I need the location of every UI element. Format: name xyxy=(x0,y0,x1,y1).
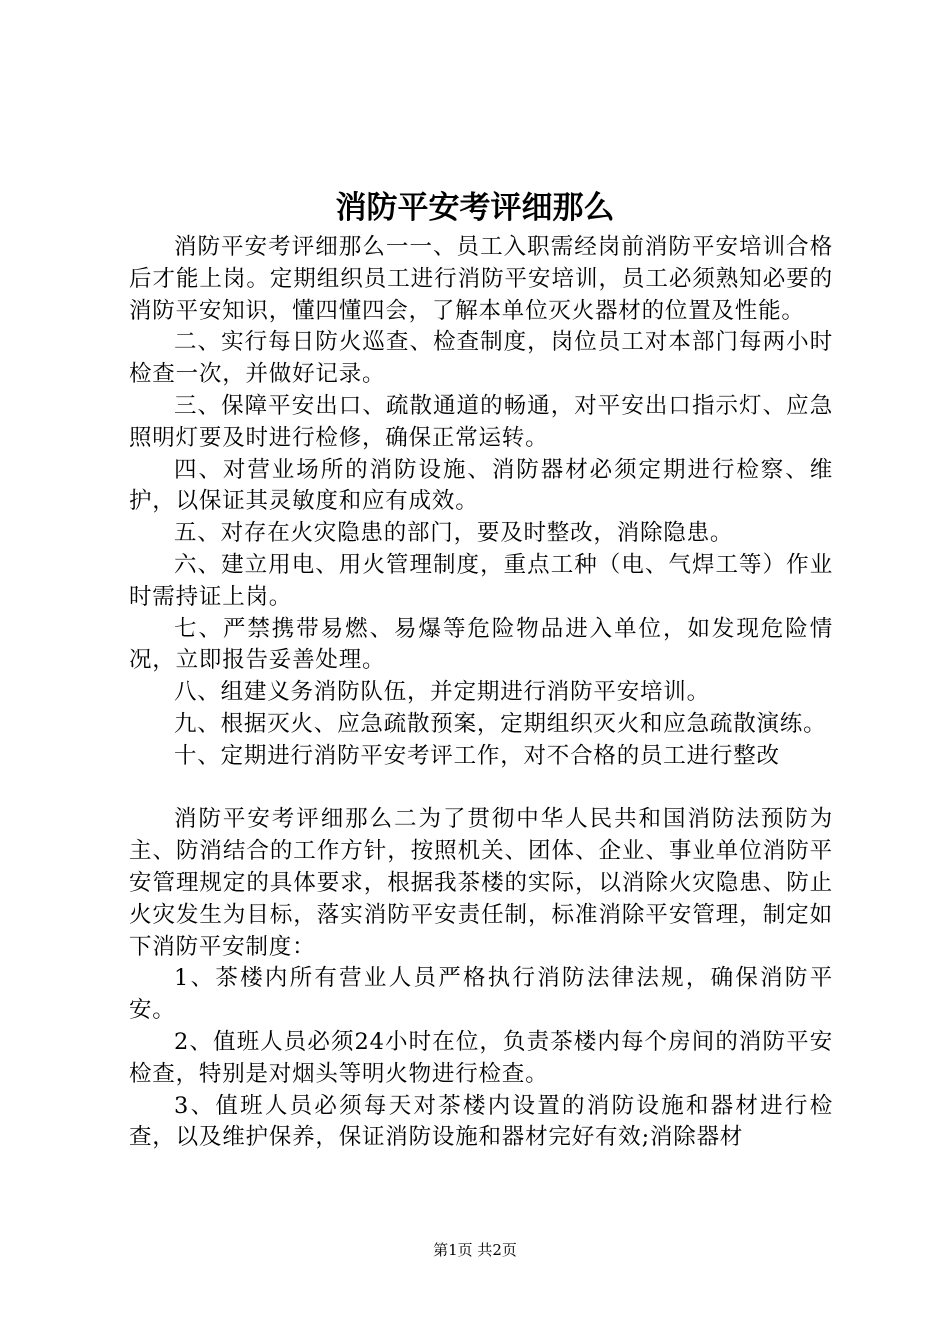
section1-paragraph-4: 四、对营业场所的消防设施、消防器材必须定期进行检察、维护，以保证其灵敏度和应有成效。 xyxy=(129,456,833,515)
section1-paragraph-7: 七、严禁携带易燃、易爆等危险物品进入单位，如发现危险情况，立即报告妥善处理。 xyxy=(129,615,833,674)
section1-paragraph-6: 六、建立用电、用火管理制度，重点工种（电、气焊工等）作业时需持证上岗。 xyxy=(129,551,833,610)
section-gap xyxy=(129,773,833,805)
section1-paragraph-10: 十、定期进行消防平安考评工作，对不合格的员工进行整改 xyxy=(174,742,780,769)
document-body xyxy=(129,232,833,1154)
section1-paragraph-3: 三、保障平安出口、疏散通道的畅通，对平安出口指示灯、应急照明灯要及时进行检修，确保正常运转。 xyxy=(129,392,833,451)
page-footer: 第1页 共2页 xyxy=(433,1241,517,1259)
section2-paragraph-3: 2、值班人员必须24小时在位，负责茶楼内每个房间的消防平安检查，特别是对烟头等明火物进行检查。 xyxy=(129,1028,833,1087)
section1-paragraph-1: 消防平安考评细那么一一、员工入职需经岗前消防平安培训合格后才能上岗。定期组织员工进行消防平安培训，员工必须熟知必要的消防平安知识，懂四懂四会，了解本单位灭火器材的位置及性能。 xyxy=(129,234,833,324)
section2-paragraph-1: 消防平安考评细那么二为了贯彻中华人民共和国消防法预防为主、防消结合的工作方针，按照机关、团体、企业、事业单位消防平安管理规定的具体要求，根据我茶楼的实际，以消除火灾隐患、防止火灾发生为目标，落实消防平安责任制，标准消除平安管理，制定如下消防平安制度： xyxy=(129,806,833,960)
section1-paragraph-9: 九、根据灭火、应急疏散预案，定期组织灭火和应急疏散演练。 xyxy=(174,710,827,737)
document-title: 消防平安考评细那么 xyxy=(335,190,615,226)
section1-paragraph-2: 二、实行每日防火巡查、检查制度，岗位员工对本部门每两小时检查一次，并做好记录。 xyxy=(129,329,833,388)
section1-paragraph-5: 五、对存在火灾隐患的部门，要及时整改，消除隐患。 xyxy=(174,520,734,547)
section2-paragraph-2: 1、茶楼内所有营业人员严格执行消防法律法规，确保消防平安。 xyxy=(129,965,833,1024)
section2-paragraph-4: 3、值班人员必须每天对茶楼内设置的消防设施和器材进行检查，以及维护保养，保证消防设施和器材完好有效;消除器材 xyxy=(129,1092,833,1151)
section1-paragraph-8: 八、组建义务消防队伍，并定期进行消防平安培训。 xyxy=(174,679,710,706)
